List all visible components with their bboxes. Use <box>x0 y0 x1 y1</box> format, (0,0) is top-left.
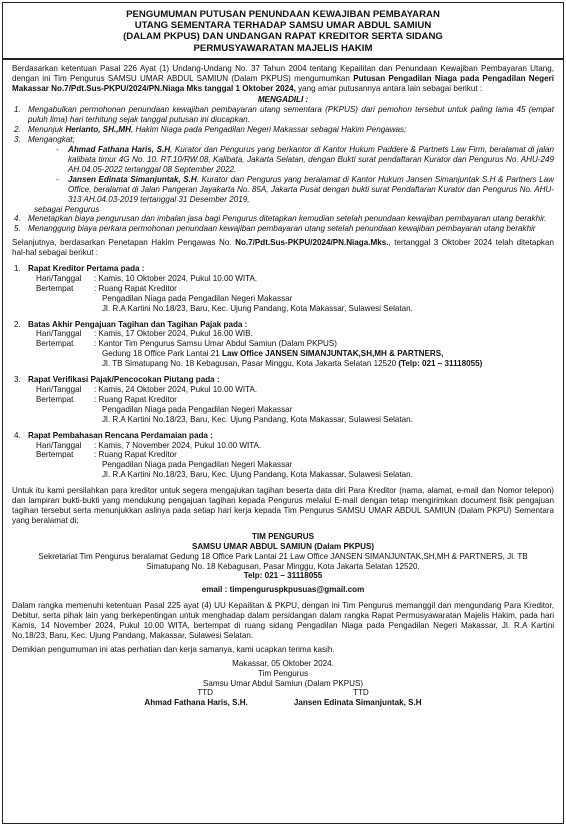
curator-detail: . Kurator dan Pengurus yang beralamat di Kantor Hukum Jansen Simanjuntak S.H & Partners Law Office, beralamat di Jalan Pangeran Jayakarta No. 85A, Jakarta Pusat dengan bukti surat Pendaftaran Kurator dan Pengurus No. AHU-313 AH.04.03-2019 tertanggal 31 Desember 2019, <box>68 174 554 204</box>
decision-number: 5. <box>14 224 21 234</box>
contact-name: SAMSU UMAR ABDUL SAMIUN (Dalam PKPUS) <box>191 541 375 551</box>
schedule-title: Rapat Kreditor Pertama pada : <box>28 264 145 274</box>
intro-decision-ref: Putusan Pengadilan Niaga pada Pengadilan Negeri Makassar No.7/Pdt.Sus-PKPU/2024/PN.Niaga Mks tanggal 1 Oktober 2024, <box>12 73 554 93</box>
decision-item-2 <box>12 125 554 135</box>
schedule-date-row <box>28 385 554 395</box>
signatory-name-1: Ahmad Fathana Haris, S.H. <box>144 698 248 708</box>
date-value: : Kamis, 17 Oktober 2024, Pukul 16.00 WIB. <box>94 329 253 339</box>
office-phone: (Telp: 021 – 31118055) <box>398 359 483 369</box>
place-line-3: Jl. R.A Kartini No.18/23, Baru, Kec. Ujung Pandang, Kota Makassar, Sulawesi Selatan. <box>102 303 413 313</box>
place-value: : Ruang Rapat Kreditor <box>94 394 177 404</box>
schedule-date-row <box>28 329 554 339</box>
date-value: : Kamis, 10 Oktober 2024, Pukul 10.00 WITA. <box>94 273 258 283</box>
judge-decree-ref: No.7/Pdt.Sus-PKPU/2024/PN.Niaga.Mks. <box>235 238 389 248</box>
curator-name: Ahmad Fathana Haris, S.H <box>68 145 171 155</box>
bullet-dash: - <box>56 145 59 155</box>
closing-paragraph: Demikian pengumuman ini atas perhatian dan kerja samanya, kami ucapkan terima kasih. <box>12 644 335 654</box>
date-value: : Kamis, 24 Oktober 2024, Pukul 10.00 WITA. <box>94 385 258 394</box>
date-label: Hari/Tanggal <box>36 385 82 394</box>
place-value: : Ruang Rapat Kreditor <box>94 450 177 460</box>
signature-marks <box>12 688 554 698</box>
title-line-4: PERMUSYAWARATAN MAJELIS HAKIM <box>193 42 373 54</box>
schedule-number: 2. <box>14 319 21 329</box>
selanjutnya-pre: Selanjutnya, berdasarkan Penetapan Hakim Pengawas No. <box>12 238 236 248</box>
decision-item-5 <box>12 224 554 234</box>
title-line-3: (DALAM PKPUS) DAN UNDANGAN RAPAT KREDITOR SERTA SIDANG <box>123 31 443 43</box>
signatory-names <box>12 698 554 708</box>
date-label: Hari/Tanggal <box>36 440 82 450</box>
selanjutnya-post: , tertanggal 3 Oktober 2024 telah ditetapkan hal-hal sebagai berikut : <box>12 238 554 258</box>
place-label: Bertempat <box>36 394 74 404</box>
schedule-place-row <box>28 339 554 349</box>
mengadili-heading: MENGADILI : <box>257 94 309 104</box>
place-label: Bertempat <box>36 283 74 293</box>
schedule-number: 4. <box>14 430 21 440</box>
place-line-2: Pengadilan Niaga pada Pengadilan Negeri Makassar <box>102 293 293 303</box>
curator-detail: , Kurator dan Pengurus yang berkantor di Kantor Hukum Paddere & Partnets Law Firm, beralamat di jalan kalibata timur 4G No. 10. RT.10/RW.08, Kalibata, Jakarta Selatan, dengan Bukti surat pendaftaran Kurator dan Pengurus No. AHU-249 AH.04.05-2022 tertanggal 08 September 2022. <box>68 145 554 174</box>
decision-post: , Hakim Niaga pada Pengadilan Negeri Makassar sebagai Hakim Pengawas; <box>131 125 407 135</box>
schedule-title: Rapat Pembahasan Rencana Perdamaian pada : <box>28 430 213 440</box>
schedule-item-2 <box>12 320 554 370</box>
schedule-item-3 <box>12 375 554 425</box>
curator-role: sebagai Pengurus <box>34 204 100 214</box>
curator-item-1 <box>56 145 554 175</box>
contact-address: Sekretariat Tim Pengurus beralamat Gedung 18 Office Park Lantai 21 Law Office JANSEN SIMANJUNTAK,SH,MH & PARTNERS, Jl. TB Simatupang No. 18 Kebagusan, Pasar Minggu, Kota Jakarta Selatan 12520. <box>38 551 528 571</box>
signature-mark-2: TTD <box>353 688 369 698</box>
schedule-place-row <box>28 450 554 460</box>
place-label: Bertempat <box>36 450 74 460</box>
place-line-3: Jl. R.A Kartini No.18/23, Baru, Kec. Ujung Pandang, Kota Makassar, Sulawesi Selatan. <box>102 414 413 424</box>
decision-item-1 <box>12 105 554 125</box>
decision-text: Mengangkat; <box>28 135 75 145</box>
bullet-dash: - <box>56 174 59 184</box>
place-value: : Kantor Tim Pengurus Samsu Umar Abdul Samiun (Dalam PKPUS) <box>94 339 337 349</box>
schedule-place-row <box>28 395 554 405</box>
place-label: Bertempat <box>36 339 74 349</box>
place-line-2-text: Gedung 18 Office Park Lantai 21 <box>102 349 222 359</box>
title-line-2: UTANG SEMENTARA TERHADAP SAMSU UMAR ABDUL SAMIUN <box>134 20 432 32</box>
schedule-item-1 <box>12 264 554 314</box>
date-label: Hari/Tanggal <box>36 329 82 339</box>
date-label: Hari/Tanggal <box>36 273 82 283</box>
curator-item-2 <box>56 175 554 205</box>
schedule-title: Rapat Verifikasi Pajak/Pencocokan Piutang pada : <box>28 375 220 385</box>
signature-mark-1: TTD <box>197 688 213 698</box>
title-line-1: PENGUMUMAN PUTUSAN PENUNDAAN KEWAJIBAN PEMBAYARAN <box>126 9 440 20</box>
decision-text: Menetapkan biaya pengurusan dan imbalan jasa bagi Pengurus ditetapkan kemudian setelah penundaan kewajiban pembayaran utang berakhir. <box>28 214 547 224</box>
decision-number: 3. <box>14 135 21 145</box>
intro-paragraph <box>12 64 554 94</box>
schedule-date-row <box>28 274 554 284</box>
curator-name: Jansen Edinata Simanjuntak, S.H <box>68 174 197 184</box>
decision-number: 1. <box>14 105 21 115</box>
schedule-place-row <box>28 284 554 294</box>
curator-text <box>68 145 554 175</box>
place-line-2: Pengadilan Niaga pada Pengadilan Negeri Makassar <box>102 460 293 470</box>
schedule-number: 3. <box>14 375 21 385</box>
place-line-3-text: Jl. TB Simatupang No. 18 Kebagusan, Pasar Minggu, Kota Jakarta Selatan 12520 <box>102 359 399 369</box>
schedule-title: Batas Akhir Pengajuan Tagihan dan Tagihan Pajak pada : <box>28 319 248 329</box>
decision-number: 4. <box>14 214 21 224</box>
decision-text <box>28 125 554 135</box>
intro-tail: yang amar putusannya antara lain sebagai berikut : <box>295 83 483 93</box>
signatory-name-2: Jansen Edinata Simanjuntak, S.H <box>293 698 422 708</box>
sign-place-date: Makassar, 05 Oktober 2024. <box>232 658 334 668</box>
decision-number: 2. <box>14 125 21 135</box>
place-line-2 <box>28 349 554 359</box>
schedule-date-row <box>28 441 554 451</box>
intro-text: Berdasarkan ketentuan Pasal 226 Ayat (1) Undang-Undang No. 37 Tahun 2004 tentang Kepailitan dan Penundaan Kewajiban Pembayaran Utang, dengan ini Tim Pengurus SAMSU UMAR ABDUL SAMIUN (Dalam PKPUS) mengumumkan <box>12 63 554 83</box>
schedule-item-4 <box>12 431 554 481</box>
decision-pre: Menunjuk <box>28 125 66 135</box>
contact-team: TIM PENGURUS <box>251 531 315 541</box>
announcement-title <box>3 7 563 60</box>
place-line-2: Pengadilan Niaga pada Pengadilan Negeri Makassar <box>102 404 293 414</box>
date-value: : Kamis, 7 November 2024, Pukul 10.00 WITA. <box>94 440 262 450</box>
contact-email: email : timpenguruspkpusuas@gmail.com <box>201 585 365 595</box>
curator-text <box>68 175 554 205</box>
place-value: : Ruang Rapat Kreditor <box>94 283 177 293</box>
selanjutnya-paragraph <box>12 238 554 258</box>
decision-text: Menanggung biaya perkara permohonan penundaan kewajiban pembayaran utang setelah penundaan kewajiban pembayaran utang berakhir <box>28 224 536 234</box>
hearing-paragraph: Dalam rangka memenuhi ketentuan Pasal 225 ayat (4) UU Kepailitan & PKPU, dengan ini Tim Pengurus memanggil dan mengundang Para Kreditor, Debitur, serta pihak lain yang berkepentingan untuk menghadap dalam persidangan dalam rangka Rapat Permusyawaratan Majelis Hakim, pada hari Kamis, 14 November 2024, Pukul 10.00 WITA, bertempat di ruang sidang Pengadilan Niaga pada Pengadilan Negeri Makassar, Jl. R.A Kartini No.18/23, Baru, Kec. Ujung Pandang, Makassar, Sulawesi Selatan. <box>12 601 554 640</box>
decision-item-3 <box>12 135 554 145</box>
place-line-3 <box>28 359 554 369</box>
supervising-judge-name: Herianto, SH.,MH <box>65 125 131 135</box>
schedule-number: 1. <box>14 264 21 274</box>
law-office-name: Law Office JANSEN SIMANJUNTAK,SH,MH & PARTNERS, <box>222 349 444 359</box>
sign-entity: Samsu Umar Abdul Samiun (Dalam PKPUS) <box>202 678 364 688</box>
decision-item-4 <box>12 214 554 224</box>
announcement-page <box>2 2 564 824</box>
decision-text: Mengabulkan permohonan penundaan kewajiban pembayaran utang sementara (PKPUS) dari pemohon tersebut untuk paling lama 45 (empat puluh lima) hari terhitung sejak tanggal putusan ini diucapkan. <box>28 105 554 125</box>
sign-team: Tim Pengurus <box>257 668 309 678</box>
place-line-3: Jl. R.A Kartini No.18/23, Baru, Kec. Ujung Pandang, Kota Makassar, Sulawesi Selatan. <box>102 470 413 480</box>
request-paragraph: Untuk itu kami persilahkan para kreditor untuk segera mengajukan tagihan beserta data diri Para Kreditor (nama, alamat, e-mail dan Nomor telepon) dan lampiran bukti-bukti yang mendukung pengajuan tagihan kepada Pengurus melalui E-mail dengan tetap mengirimkan document fisik pengajuan tagihan tersebut serta menunjukkan aslinya pada setiap hari kerja kepada Tim Pengurus SAMSU UMAR ABDUL SAMIUN (Dalam PKPU) Sementara yang beralamat di; <box>12 486 554 525</box>
contact-phone: Telp: 021 – 31118055 <box>243 571 323 581</box>
